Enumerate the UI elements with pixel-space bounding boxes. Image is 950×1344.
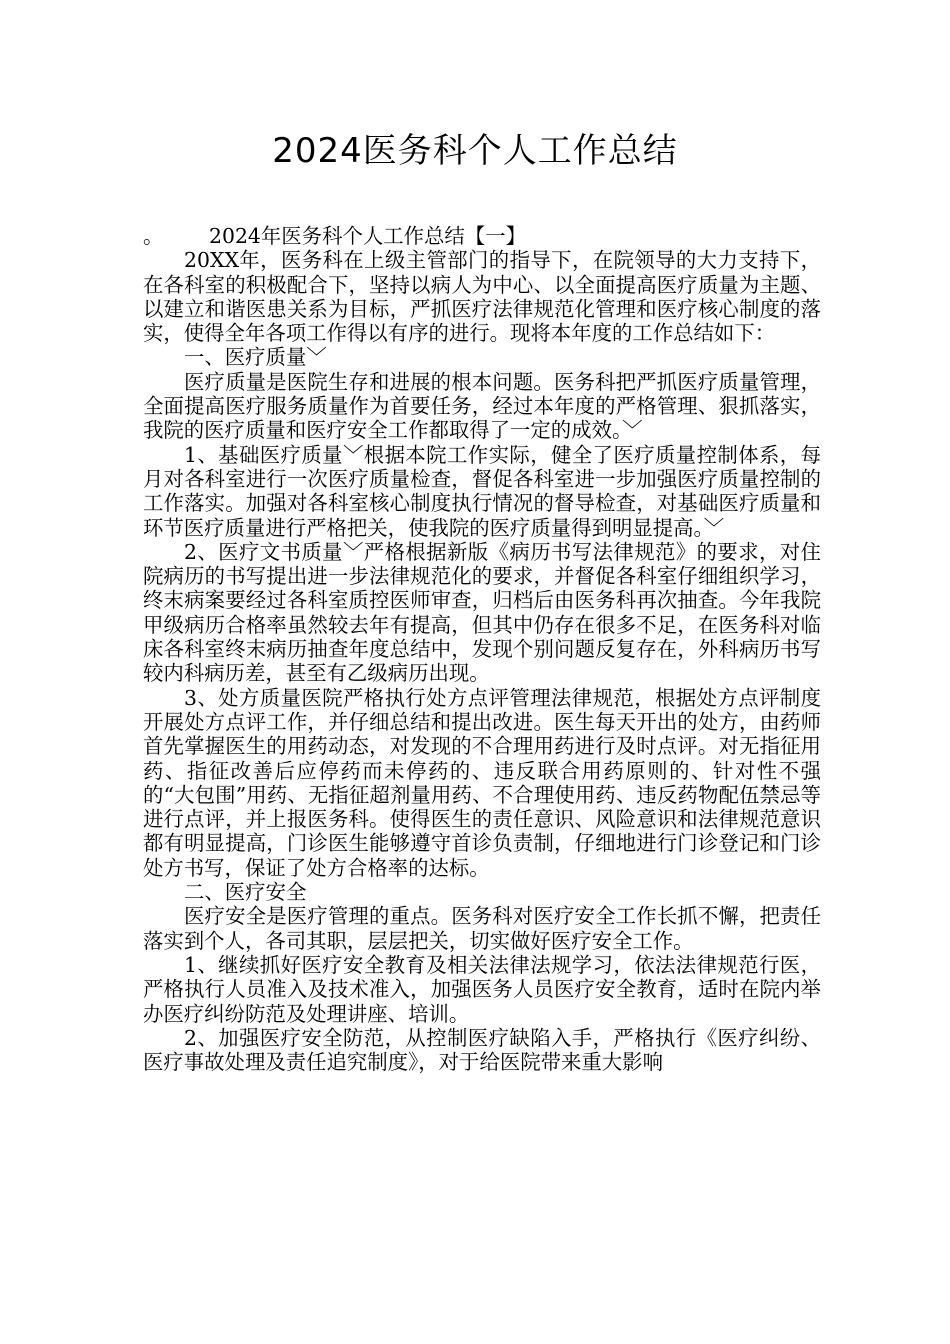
subheading: 二、医疗安全 bbox=[184, 880, 307, 905]
document-body bbox=[143, 224, 821, 1074]
section-heading-text: 2024年医务科个人工作总结【一】 bbox=[209, 224, 526, 248]
paragraph: 医疗安全是医疗管理的重点。医务科对医疗安全工作长抓不懈，把责任落实到个人，各司其职，层层把关，切实做好医疗安全工作。 bbox=[143, 904, 821, 953]
paragraph: 3、处方质量医院严格执行处方点评管理法律规范，根据处方点评制度开展处方点评工作，并仔细总结和提出改进。医生每天开出的处方，由药师首先掌握医生的用药动态，对发现的不合理用药进行及时点评。对无指征用药、指征改善后应停药而未停药的、违反联合用药原则的、针对性不强的“大包围”用药、无指征超剂量用药、不合理使用药、违反药物配伍禁忌等进行点评，并上报医务科。使得医生的责任意识、风险意识和法律规范意识都有明显提高，门诊医生能够遵守首诊负责制，仔细地进行门诊登记和门诊处方书写，保证了处方合格率的达标。 bbox=[143, 685, 821, 880]
paragraph: 20XX年，医务科在上级主管部门的指导下，在院领导的大力支持下，在各科室的积极配合下，坚持以病人为中心、以全面提高医疗质量为主题、以建立和谐医患关系为目标，严抓医疗法律规范化管理和医疗核心制度的落实，使得全年各项工作得以有序的进行。现将本年度的工作总结如下： bbox=[143, 248, 821, 346]
subheading: 一、医疗质量﹀ bbox=[184, 345, 327, 370]
paragraph: 医疗质量是医院生存和进展的根本问题。医务科把严抓医疗质量管理，全面提高医疗服务质量作为首要任务，经过本年度的严格管理、狠抓落实，我院的医疗质量和医疗安全工作都取得了一定的成效。﹀ bbox=[143, 369, 821, 443]
document-title: 2024医务科个人工作总结 bbox=[272, 131, 678, 171]
section-heading bbox=[143, 224, 821, 248]
lead-mark: 。 bbox=[143, 224, 164, 248]
paragraph: 2、加强医疗安全防范，从控制医疗缺陷入手，严格执行《医疗纠纷、医疗事故处理及责任追究制度》，对于给医院带来重大影响 bbox=[143, 1025, 821, 1075]
paragraph: 1、基础医疗质量﹀根据本院工作实际，健全了医疗质量控制体系，每月对各科室进行一次医疗质量检查，督促各科室进一步加强医疗质量控制的工作落实。加强对各科室核心制度执行情况的督导检查，对基础医疗质量和环节医疗质量进行严格把关，使我院的医疗质量得到明显提高。﹀ bbox=[143, 442, 821, 540]
paragraph: 1、继续抓好医疗安全教育及相关法律法规学习，依法法律规范行医，严格执行人员准入及技术准入，加强医务人员医疗安全教育，适时在院内举办医疗纠纷防范及处理讲座、培训。 bbox=[143, 952, 821, 1026]
paragraph: 2、医疗文书质量﹀严格根据新版《病历书写法律规范》的要求，对住院病历的书写提出进一步法律规范化的要求，并督促各科室仔细组织学习，终末病案要经过各科室质控医师审查，归档后由医务科再次抽查。今年我院甲级病历合格率虽然较去年有提高，但其中仍存在很多不足，在医务科对临床各科室终末病历抽查年度总结中，发现个别问题反复存在，外科病历书写较内科病历差，甚至有乙级病历出现。 bbox=[143, 539, 821, 686]
